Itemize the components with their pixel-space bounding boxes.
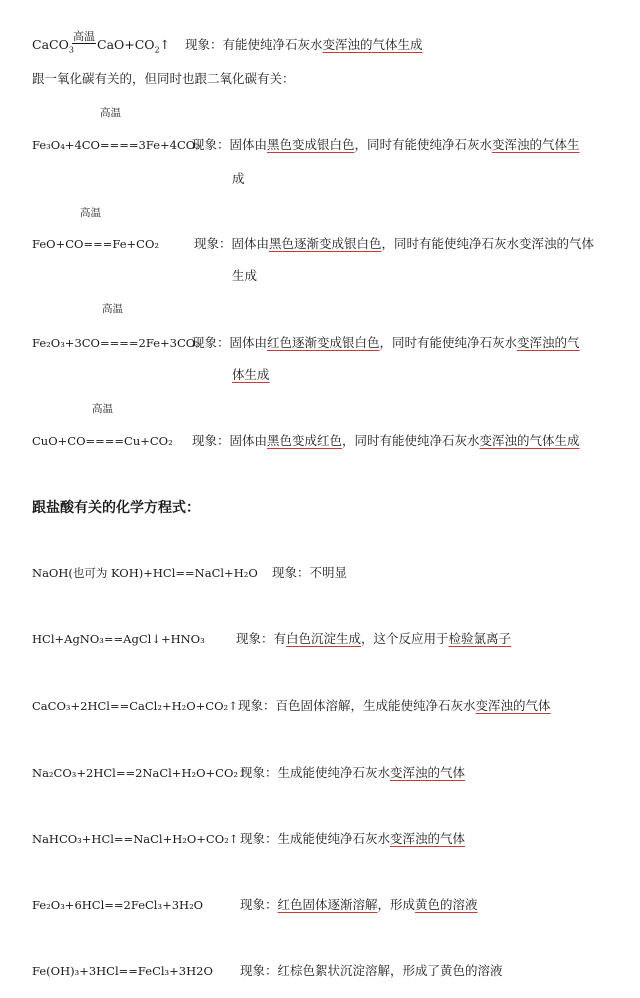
observation-underlined: 黄色的溶液 bbox=[415, 897, 478, 912]
reaction-condition: 高温 bbox=[73, 30, 95, 43]
reaction-observation bbox=[194, 235, 594, 253]
caco3-observation bbox=[185, 36, 423, 54]
reaction-observation-continued: 生成 bbox=[232, 268, 258, 283]
observation-text: ，这个反应用于 bbox=[361, 631, 449, 646]
reaction-observation bbox=[240, 962, 503, 980]
reaction-equation: Fe₂O₃+6HCl==2FeCl₃+3H₂O bbox=[32, 898, 204, 912]
reaction-observation-continued: 成 bbox=[232, 171, 245, 186]
reaction-condition: 高温 bbox=[102, 303, 123, 315]
observation-underlined: 检验氯离子 bbox=[448, 631, 512, 646]
observation-text: ，形成 bbox=[377, 897, 416, 912]
observation-underlined: 黑色变成银白色 bbox=[267, 137, 355, 152]
equation-left: CaCO bbox=[32, 37, 69, 52]
reaction-observation bbox=[192, 136, 580, 154]
observation-text: ，同时有能使纯净石灰水 bbox=[379, 335, 518, 350]
observation-underlined: 红色逐渐变成银白色 bbox=[267, 335, 380, 350]
gas-arrow: ↑ bbox=[159, 37, 171, 52]
reaction-equation: Fe₂O₃+3CO====2Fe+3CO₂ bbox=[32, 336, 200, 350]
co-intro-text: 跟一氧化碳有关的，但同时也跟二氧化碳有关： bbox=[32, 71, 295, 86]
reaction-equation: Fe₃O₄+4CO====3Fe+4CO₂ bbox=[32, 138, 200, 152]
reaction-equation: Fe(OH)₃+3HCl==FeCl₃+3H2O bbox=[32, 964, 213, 978]
observation-text: 现象：有 bbox=[236, 631, 287, 646]
equation-right: CaO+CO bbox=[97, 37, 155, 52]
reaction-equation: HCl+AgNO₃==AgCl↓+HNO₃ bbox=[32, 632, 205, 646]
observation-underlined: 变浑浊的气体生成 bbox=[322, 37, 423, 52]
reaction-equation: FeO+CO===Fe+CO₂ bbox=[32, 237, 159, 251]
observation-underlined: 白色沉淀生成 bbox=[286, 631, 362, 646]
subscript: 3 bbox=[68, 45, 74, 55]
observation-text: ，同时有能使纯净石灰水变浑浊的气体 bbox=[381, 236, 595, 251]
observation-underlined: 变浑浊的气体生成 bbox=[479, 433, 580, 448]
reaction-observation bbox=[238, 697, 551, 715]
observation-text: 现象：固体由 bbox=[192, 137, 268, 152]
reaction-condition: 高温 bbox=[100, 107, 121, 119]
observation-text: 现象：百色固体溶解，生成能使纯净石灰水 bbox=[238, 698, 476, 713]
reaction-equation: NaHCO₃+HCl==NaCl+H₂O+CO₂↑ bbox=[32, 832, 239, 846]
observation-text: 现象：有能使纯净石灰水 bbox=[185, 37, 323, 52]
section-heading: 跟盐酸有关的化学方程式： bbox=[32, 500, 200, 516]
reaction-observation bbox=[192, 334, 580, 352]
observation-text: ，同时有能使纯净石灰水 bbox=[342, 433, 480, 448]
reaction-observation-continued bbox=[232, 366, 270, 384]
observation-text: 现象：不明显 bbox=[272, 565, 348, 580]
reaction-equation: NaOH(也可为 KOH)+HCl==NaCl+H₂O bbox=[32, 566, 258, 580]
observation-underlined: 体生成 bbox=[232, 367, 270, 382]
reaction-observation bbox=[240, 764, 465, 782]
caco3-equation bbox=[32, 36, 74, 60]
observation-text: 现象：生成能使纯净石灰水 bbox=[240, 831, 391, 846]
observation-text: 现象：固体由 bbox=[192, 335, 268, 350]
observation-underlined: 变浑浊的气体 bbox=[390, 765, 466, 780]
observation-underlined: 红色固体逐渐溶解 bbox=[277, 897, 378, 912]
observation-underlined: 黑色逐渐变成银白色 bbox=[269, 236, 382, 251]
reaction-observation bbox=[240, 830, 465, 848]
reaction-equation: CaCO₃+2HCl==CaCl₂+H₂O+CO₂↑ bbox=[32, 699, 238, 713]
observation-text: 现象：固体由 bbox=[194, 236, 270, 251]
reaction-condition: 高温 bbox=[92, 403, 113, 415]
reaction-equation: CuO+CO====Cu+CO₂ bbox=[32, 434, 173, 448]
reaction-observation bbox=[192, 432, 580, 450]
observation-text: 现象：红棕色絮状沉淀溶解，形成了黄色的溶液 bbox=[240, 963, 503, 978]
observation-text: 现象：固体由 bbox=[192, 433, 268, 448]
reaction-observation bbox=[272, 564, 347, 582]
reaction-equation: Na₂CO₃+2HCl==2NaCl+H₂O+CO₂↑ bbox=[32, 766, 248, 780]
caco3-products bbox=[97, 36, 170, 60]
observation-text: 现象： bbox=[240, 897, 278, 912]
reaction-condition: 高温 bbox=[80, 207, 101, 219]
subscript: 2 bbox=[154, 45, 160, 55]
reaction-observation bbox=[236, 630, 511, 648]
observation-underlined: 变浑浊的气体 bbox=[475, 698, 551, 713]
observation-text: ，同时有能使纯净石灰水 bbox=[354, 137, 493, 152]
observation-underlined: 变浑浊的气体生 bbox=[492, 137, 580, 152]
observation-underlined: 变浑浊的气 bbox=[517, 335, 580, 350]
observation-underlined: 变浑浊的气体 bbox=[390, 831, 466, 846]
observation-underlined: 黑色变成红色 bbox=[267, 433, 343, 448]
observation-text: 现象：生成能使纯净石灰水 bbox=[240, 765, 391, 780]
reaction-observation bbox=[240, 896, 478, 914]
